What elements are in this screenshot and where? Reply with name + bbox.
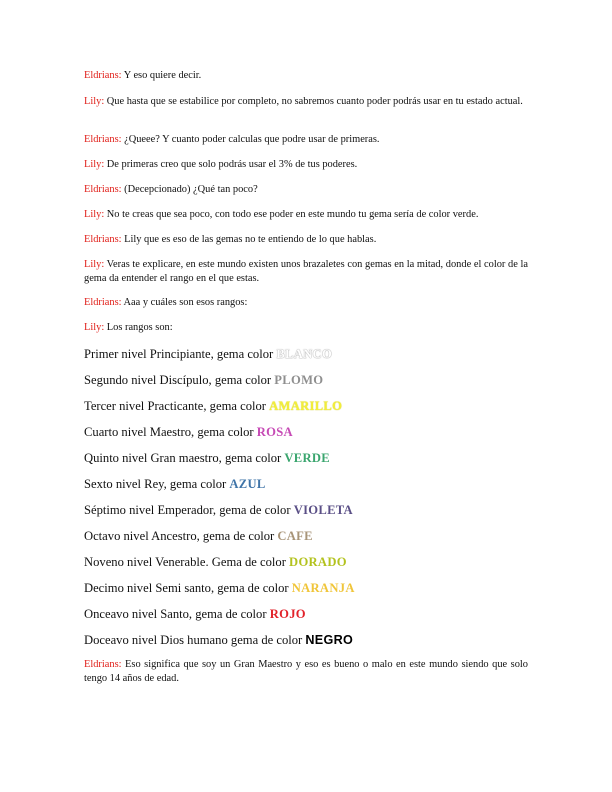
speaker-name: Eldrians: bbox=[84, 184, 122, 195]
dialogue-text: Los rangos son: bbox=[104, 322, 173, 333]
rank-line bbox=[84, 424, 528, 440]
rank-text: Decimo nivel Semi santo, gema de color bbox=[84, 581, 292, 595]
dialogue-text: No te creas que sea poco, con todo ese poder en este mundo tu gema sería de color verde. bbox=[104, 209, 479, 220]
rank-line bbox=[84, 554, 528, 570]
rank-line bbox=[84, 398, 528, 414]
speaker-name: Lily: bbox=[84, 259, 105, 270]
rank-text: Cuarto nivel Maestro, gema color bbox=[84, 425, 257, 439]
dialogue-text: Veras te explicare, en este mundo existen unos brazaletes con gemas en la mitad, donde el color de la gema da entender el rango en el que estas. bbox=[84, 259, 528, 284]
rank-line bbox=[84, 528, 528, 544]
dialogue-text: Eso significa que soy un Gran Maestro y eso es bueno o malo en este mundo siendo que solo tengo 14 años de edad. bbox=[84, 659, 528, 684]
speaker-name: Lily: bbox=[84, 322, 105, 333]
dialogue-line bbox=[84, 69, 528, 83]
rank-line bbox=[84, 632, 528, 648]
dialogue-text: Y eso quiere decir. bbox=[121, 70, 202, 81]
rank-line bbox=[84, 346, 528, 362]
closing-dialogue-line bbox=[84, 658, 528, 686]
rank-text: Tercer nivel Practicante, gema color bbox=[84, 399, 270, 413]
gem-color-label: PLOMO bbox=[274, 373, 324, 387]
gem-color-label: VERDE bbox=[284, 451, 330, 465]
gem-color-label: BLANCO bbox=[276, 347, 333, 361]
rank-line bbox=[84, 476, 528, 492]
dialogue-line bbox=[84, 183, 528, 197]
gem-color-label: CAFE bbox=[277, 529, 313, 543]
gem-color-label: NEGRO bbox=[305, 633, 354, 647]
dialogue-text: (Decepcionado) ¿Qué tan poco? bbox=[121, 184, 258, 195]
dialogue-text: De primeras creo que solo podrás usar el 3% de tus poderes. bbox=[104, 159, 358, 170]
dialogue-line bbox=[84, 296, 528, 310]
rank-text: Sexto nivel Rey, gema color bbox=[84, 477, 230, 491]
speaker-name: Lily: bbox=[84, 96, 105, 107]
dialogue-line bbox=[84, 133, 528, 147]
gem-color-label: VIOLETA bbox=[293, 503, 353, 517]
speaker-name: Eldrians: bbox=[84, 297, 122, 308]
speaker-name: Lily: bbox=[84, 209, 105, 220]
dialogue-text: Aaa y cuáles son esos rangos: bbox=[121, 297, 248, 308]
rank-text: Primer nivel Principiante, gema color bbox=[84, 347, 277, 361]
rank-line bbox=[84, 502, 528, 518]
rank-line bbox=[84, 450, 528, 466]
gem-color-label: ROJO bbox=[269, 607, 306, 621]
rank-text: Doceavo nivel Dios humano gema de color bbox=[84, 633, 306, 647]
rank-text: Segundo nivel Discípulo, gema color bbox=[84, 373, 275, 387]
rank-text: Noveno nivel Venerable. Gema de color bbox=[84, 555, 290, 569]
dialogue-text: Que hasta que se estabilice por completo, no sabremos cuanto poder podrás usar en tu estado actual. bbox=[104, 96, 523, 107]
dialogue-line bbox=[84, 233, 528, 247]
gem-color-label: NARANJA bbox=[291, 581, 355, 595]
speaker-name: Eldrians: bbox=[84, 134, 122, 145]
dialogue-text: Lily que es eso de las gemas no te entiendo de lo que hablas. bbox=[121, 234, 377, 245]
gem-color-label: AZUL bbox=[229, 477, 266, 491]
rank-line bbox=[84, 372, 528, 388]
gem-color-label: DORADO bbox=[289, 555, 347, 569]
speaker-name: Lily: bbox=[84, 159, 105, 170]
gem-color-label: AMARILLO bbox=[269, 399, 343, 413]
gem-color-label: ROSA bbox=[256, 425, 293, 439]
dialogue-line bbox=[84, 158, 528, 172]
dialogue-line bbox=[84, 258, 528, 286]
speaker-name: Eldrians: bbox=[84, 70, 122, 81]
dialogue-text: ¿Queee? Y cuanto poder calculas que podre usar de primeras. bbox=[121, 134, 380, 145]
speaker-name: Eldrians: bbox=[84, 234, 122, 245]
dialogue-line bbox=[84, 208, 528, 222]
rank-text: Octavo nivel Ancestro, gema de color bbox=[84, 529, 278, 543]
rank-text: Quinto nivel Gran maestro, gema color bbox=[84, 451, 285, 465]
rank-text: Séptimo nivel Emperador, gema de color bbox=[84, 503, 294, 517]
rank-line bbox=[84, 580, 528, 596]
rank-line bbox=[84, 606, 528, 622]
speaker-name: Eldrians: bbox=[84, 659, 122, 670]
dialogue-line bbox=[84, 321, 528, 335]
rank-text: Onceavo nivel Santo, gema de color bbox=[84, 607, 270, 621]
dialogue-line bbox=[84, 95, 528, 109]
